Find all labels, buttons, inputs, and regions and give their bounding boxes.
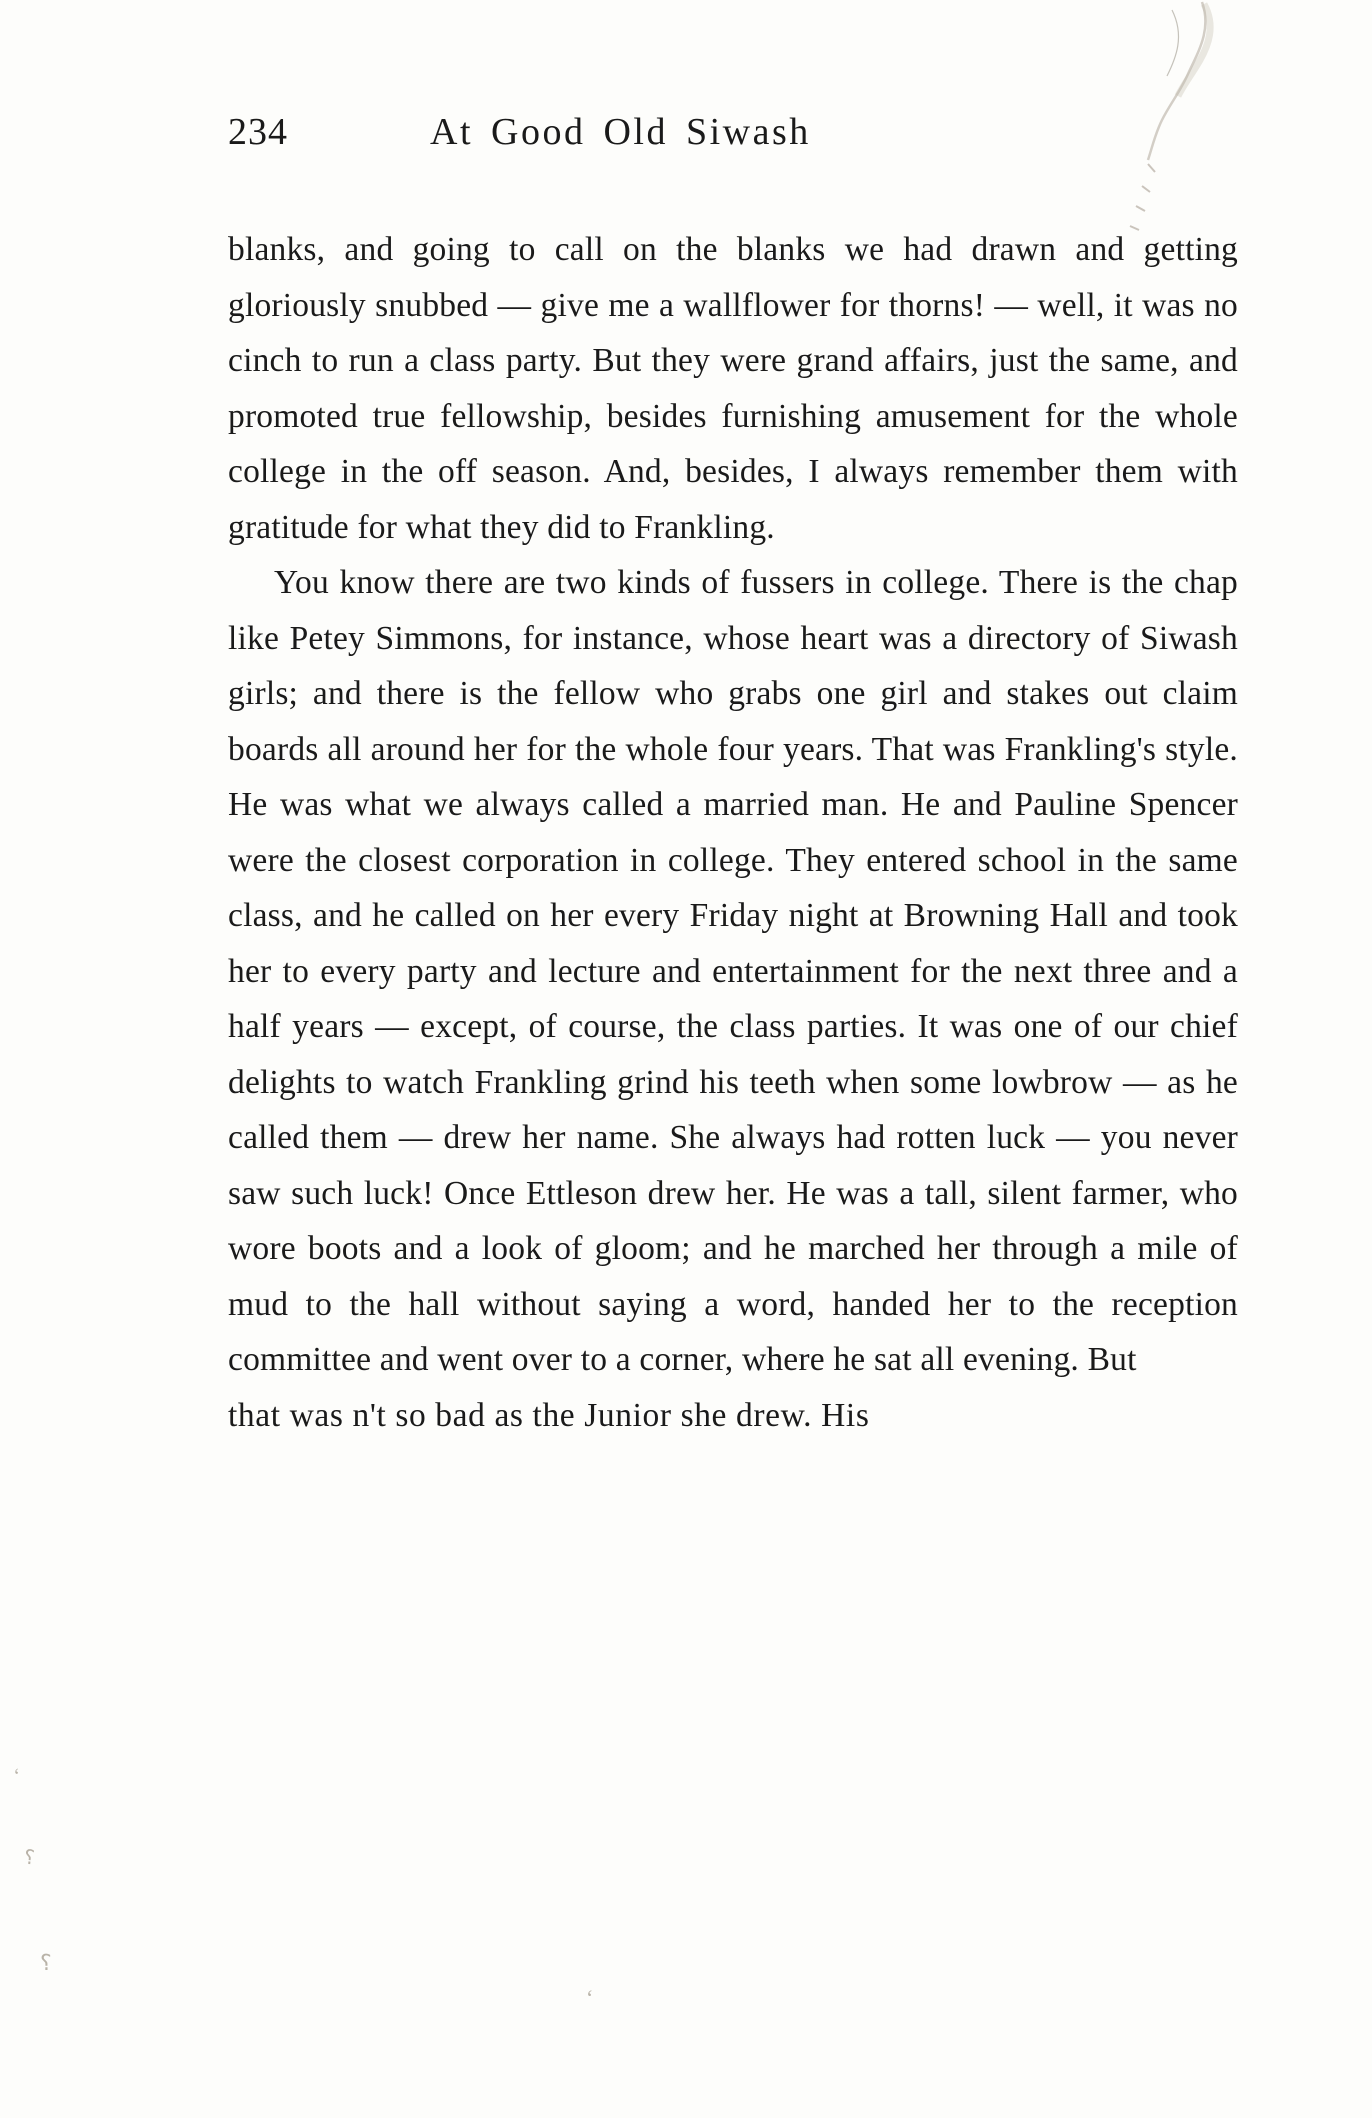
paragraph-last-line: that was n't so bad as the Junior she drew. His xyxy=(228,1396,870,1434)
page-number: 234 xyxy=(228,111,288,153)
margin-mark-lower: ⸮ xyxy=(40,1950,52,1975)
page-header xyxy=(228,110,1238,170)
paragraph: blanks, and going to call on the blanks we had drawn and getting gloriously snubbed — give me a wallflower for thorns! — well, it was no cinch to run a class party. But they were grand affairs, just the same, and promoted true fellowship, besides furnishing amusement for the whole college in the off season. And, besides, I always remember them with gratitude for what they did to Frankling. xyxy=(228,231,1238,546)
margin-mark-bottom: ‘ xyxy=(586,1985,594,2010)
margin-mark-middle: ⸮ xyxy=(22,1846,36,1870)
body-text xyxy=(228,222,1238,1443)
paragraph: You know there are two kinds of fussers in college. There is the chap like Petey Simmons, for instance, whose heart was a directory of Siwash girls; and there is the fellow who grabs one girl and stakes out claim boards all around her for the whole four years. That was Frankling's style. He was what we always called a married man. He and Pauline Spencer were the closest corporation in college. They entered school in the same class, and he called on her every Friday night at Browning Hall and took her to every party and lecture and entertainment for the next three and a half years — except, of course, the class parties. It was one of our chief delights to watch Frankling grind his teeth when some lowbrow — as he called them — drew her name. She always had rotten luck — you never saw such luck! Once Ettleson drew her. He was a tall, silent farmer, who wore boots and a look of gloom; and he marched her through a mile of mud to the hall without saying a word, handed her to the reception committee and went over to a corner, where he sat all evening. But xyxy=(228,564,1238,1378)
page-content xyxy=(228,110,1238,1443)
margin-mark-upper: ‘ xyxy=(12,1764,23,1788)
running-title: At Good Old Siwash xyxy=(430,111,811,153)
